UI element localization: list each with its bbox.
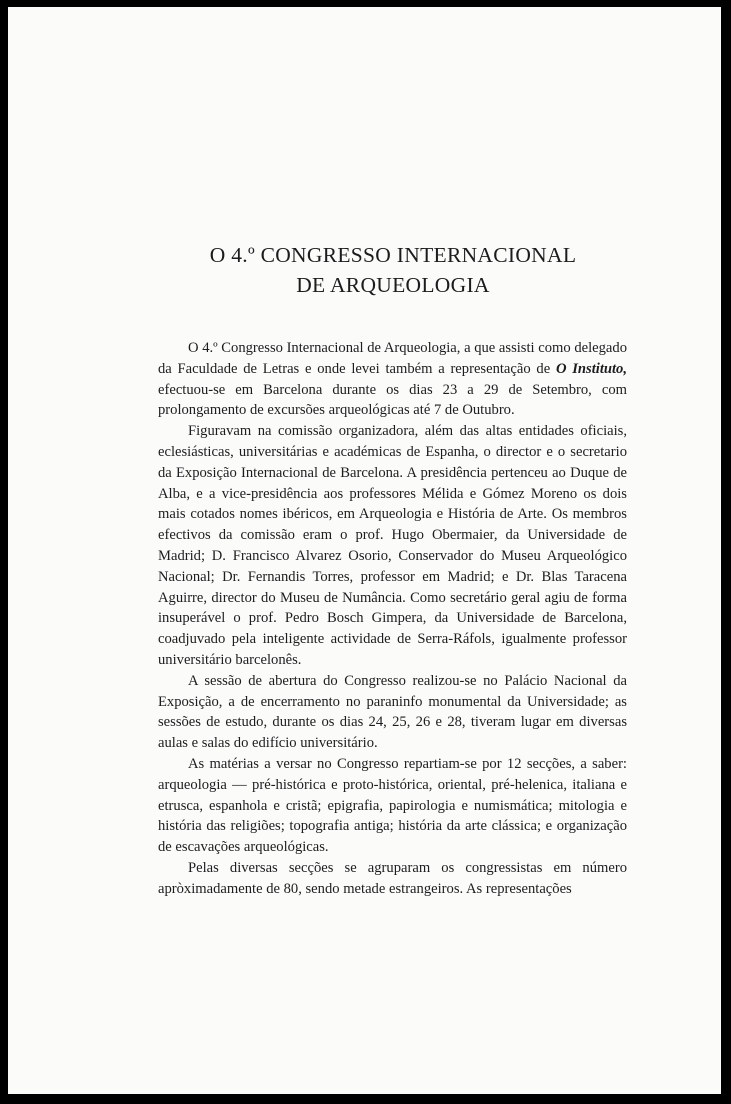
document-page (8, 7, 721, 1094)
title-line-2: DE ARQUEOLOGIA (296, 273, 490, 297)
paragraph-1-text-b: efectuou-se em Barcelona durante os dias 23 a 29 de Setembro, com prolongamento de excursões arqueológicas até 7 de Outubro. (158, 381, 627, 419)
paragraph-4: As matérias a versar no Congresso repartiam-se por 12 secções, a saber: arqueologia — pré-histórica e proto-histórica, oriental, pré-helenica, italiana e etrusca, espanhola e cristã; epigrafia, papirologia e numismática; mitologia e história das religiões; topografia antiga; história da arte clássica; e organização de escavações arqueológicas. (158, 755, 627, 856)
paragraph-3: A sessão de abertura do Congresso realizou-se no Palácio Nacional da Exposição, a de encerramento no paraninfo monumental da Universidade; as sessões de estudo, durante os dias 24, 25, 26 e 28, tiveram lugar em diversas aulas e salas do edifício universitário. (158, 672, 627, 752)
title-line-1: O 4.º CONGRESSO INTERNACIONAL (209, 243, 577, 267)
paragraph-1-text-a: O 4.º Congresso Internacional de Arqueologia, a que assisti como delegado da Faculdade de Letras e onde levei também a representação de (158, 340, 627, 377)
paragraph-1 (158, 338, 627, 421)
article-title (8, 240, 721, 300)
paragraph-5: Pelas diversas secções se agruparam os congressistas em número apròximadamente de 80, sendo metade estrangeiros. As representações (158, 859, 627, 897)
paragraph-2: Figuravam na comissão organizadora, além das altas entidades oficiais, eclesiásticas, universitárias e académicas de Espanha, o director e o secretario da Exposição Internacional de Barcelona. A presidência pertenceu ao Duque de Alba, e a vice-presidência aos professores Mélida e Gómez Moreno os dois mais cotados nomes ibéricos, em Arqueologia e História de Arte. Os membros efectivos da comissão eram o prof. Hugo Obermaier, da Universidade de Madrid; D. Francisco Alvarez Osorio, Conservador do Museu Arqueológico Nacional; Dr. Fernandis Torres, professor em Madrid; e Dr. Blas Taracena Aguirre, director do Museu de Numância. Como secretário geral agiu de forma insuperável o prof. Pedro Bosch Gimpera, da Universidade de Barcelona, coadjuvado pela inteligente actividade de Serra-Ráfols, igualmente professor universitário barcelonês. (158, 423, 627, 668)
article-body (158, 338, 627, 900)
italic-publication-name: O Instituto, (555, 360, 627, 377)
